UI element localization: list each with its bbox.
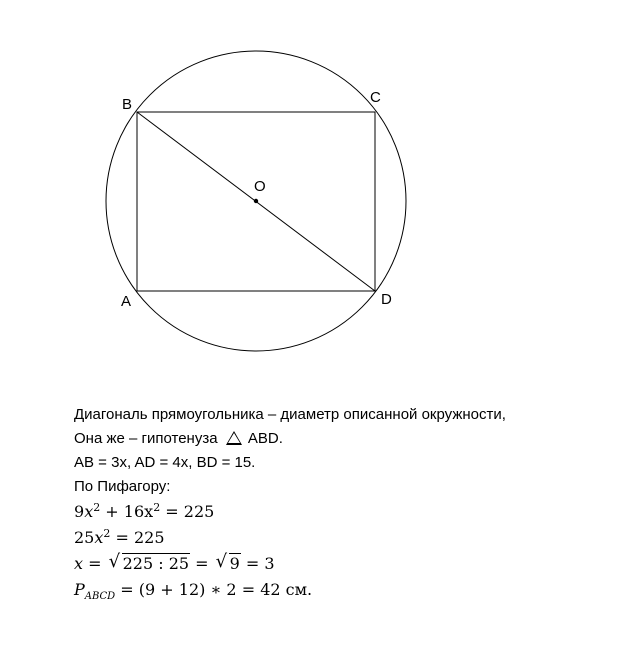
label-o: O — [254, 178, 266, 195]
eq1-exp2: 2 — [153, 501, 161, 514]
eq2-exp: 2 — [103, 527, 111, 540]
equation-2 — [74, 525, 614, 551]
sqrt-symbol: √ 225 : 25 — [108, 551, 190, 573]
eq3-radicand-1: 225 : 25 — [122, 554, 190, 573]
label-a: A — [121, 293, 132, 310]
triangle-icon — [226, 431, 242, 445]
eq1-var: x — [84, 502, 94, 521]
equation-1 — [74, 499, 614, 525]
line-2-suffix: ABD. — [247, 430, 283, 447]
eq1-plus: + 16x — [100, 502, 154, 521]
solution-line-4: По Пифагору: — [74, 478, 171, 495]
eq3-radicand-2: 9 — [229, 554, 240, 573]
eq2-coef: 25 — [74, 528, 95, 547]
center-point-o — [254, 199, 258, 203]
eq3-mid: = — [190, 554, 214, 573]
label-c: C — [370, 89, 381, 106]
solution-line-2 — [74, 427, 614, 451]
eq2-rest: = 225 — [110, 528, 165, 547]
eq4-rest: = (9 + 12) ∗ 2 = 42 см. — [115, 580, 313, 599]
eq3-rest: = 3 — [240, 554, 275, 573]
eq1-rest: = 225 — [160, 502, 215, 521]
line-2-prefix: Она же – гипотенуза — [74, 430, 218, 447]
solution-line-3: AB = 3x, AD = 4x, BD = 15. — [74, 454, 256, 471]
equation-4 — [74, 577, 614, 603]
sqrt-symbol: √ 9 — [215, 551, 240, 573]
eq1-exp: 2 — [93, 501, 101, 514]
eq4-sub: ABCD — [84, 591, 116, 602]
eq4-var: P — [74, 580, 85, 599]
label-d: D — [381, 291, 392, 308]
eq3-eq: = — [83, 554, 107, 573]
eq1-coef: 9 — [74, 502, 85, 521]
label-b: B — [122, 96, 133, 113]
equation-3 — [74, 551, 614, 577]
eq3-var: x — [74, 554, 84, 573]
solution-line-1: Диагональ прямоугольника – диаметр описанной окружности, — [74, 406, 506, 423]
solution-text — [74, 403, 614, 603]
eq2-var: x — [94, 528, 104, 547]
